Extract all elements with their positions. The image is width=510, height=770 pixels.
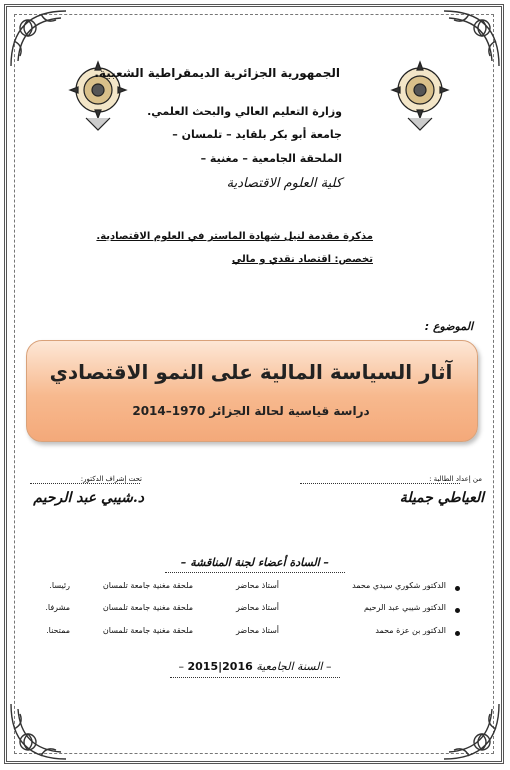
supervisor-label-rule [30,483,140,484]
memo-line: مذكرة مقدمة لنيل شهادة الماستر في العلوم الاقتصادية. [96,231,373,242]
academic-year [0,660,510,673]
student-label: من إعداد الطالبة : [429,475,482,483]
bullet-icon [455,608,460,613]
university-name: جامعة أبو بكر بلقايد – تلمسان – [172,128,342,141]
member-role: ممتحنا. [46,626,70,635]
member-name: الدكتور شكوري سيدي محمد [352,581,446,590]
republic-title: الجمهورية الجزائرية الديمقراطية الشعبية. [94,66,340,80]
specialty-line: تخصص: اقتصاد نقدي و مالي [231,254,373,265]
year-rule [170,677,340,678]
member-rank: أستاذ محاضر [236,626,279,635]
supervisor-name: د.شيبي عبد الرحيم [33,490,144,506]
annex-name: الملحقة الجامعية – مغنية – [200,152,342,165]
member-rank: أستاذ محاضر [236,581,279,590]
committee-heading-rule [165,572,345,573]
member-role: مشرفا. [45,603,70,612]
year-label: السنة الجامعية [256,660,323,673]
member-rank: أستاذ محاضر [236,603,279,612]
faculty-name: كلية العلوم الاقتصادية [226,176,342,191]
member-institution: ملحقة مغنية جامعة تلمسان [102,581,193,590]
member-institution: ملحقة مغنية جامعة تلمسان [102,626,193,635]
committee-heading: – السادة أعضاء لجنة المناقشة – [180,556,330,569]
university-seal-right [390,60,450,132]
thesis-title: آثار السياسة المالية على النمو الاقتصادي [49,360,453,384]
year-dash-left: – [178,660,184,673]
supervisor-label: تحت إشراف الدكتور: [80,475,142,483]
member-name: الدكتور شيبي عبد الرحيم [363,603,446,612]
corner-ornament-top-left [6,6,76,76]
corner-ornament-bottom-right [434,694,504,764]
year-dash-right: – [326,660,332,673]
member-institution: ملحقة مغنية جامعة تلمسان [102,603,193,612]
year-values: 2016|2015 [187,660,253,673]
member-name: الدكتور بن عزة محمد [375,626,446,635]
student-label-rule [300,483,460,484]
title-banner [26,340,478,442]
bullet-icon [455,631,460,636]
student-name: العياطي جميلة [399,490,484,506]
thesis-subtitle: دراسة قياسية لحالة الجزائر 1970–2014 [132,404,370,418]
subject-label: الموضوع : [424,320,473,333]
bullet-icon [455,586,460,591]
member-role: رئيسا. [49,581,70,590]
ministry-name: وزارة التعليم العالي والبحث العلمي. [147,105,342,118]
corner-ornament-bottom-left [6,694,76,764]
